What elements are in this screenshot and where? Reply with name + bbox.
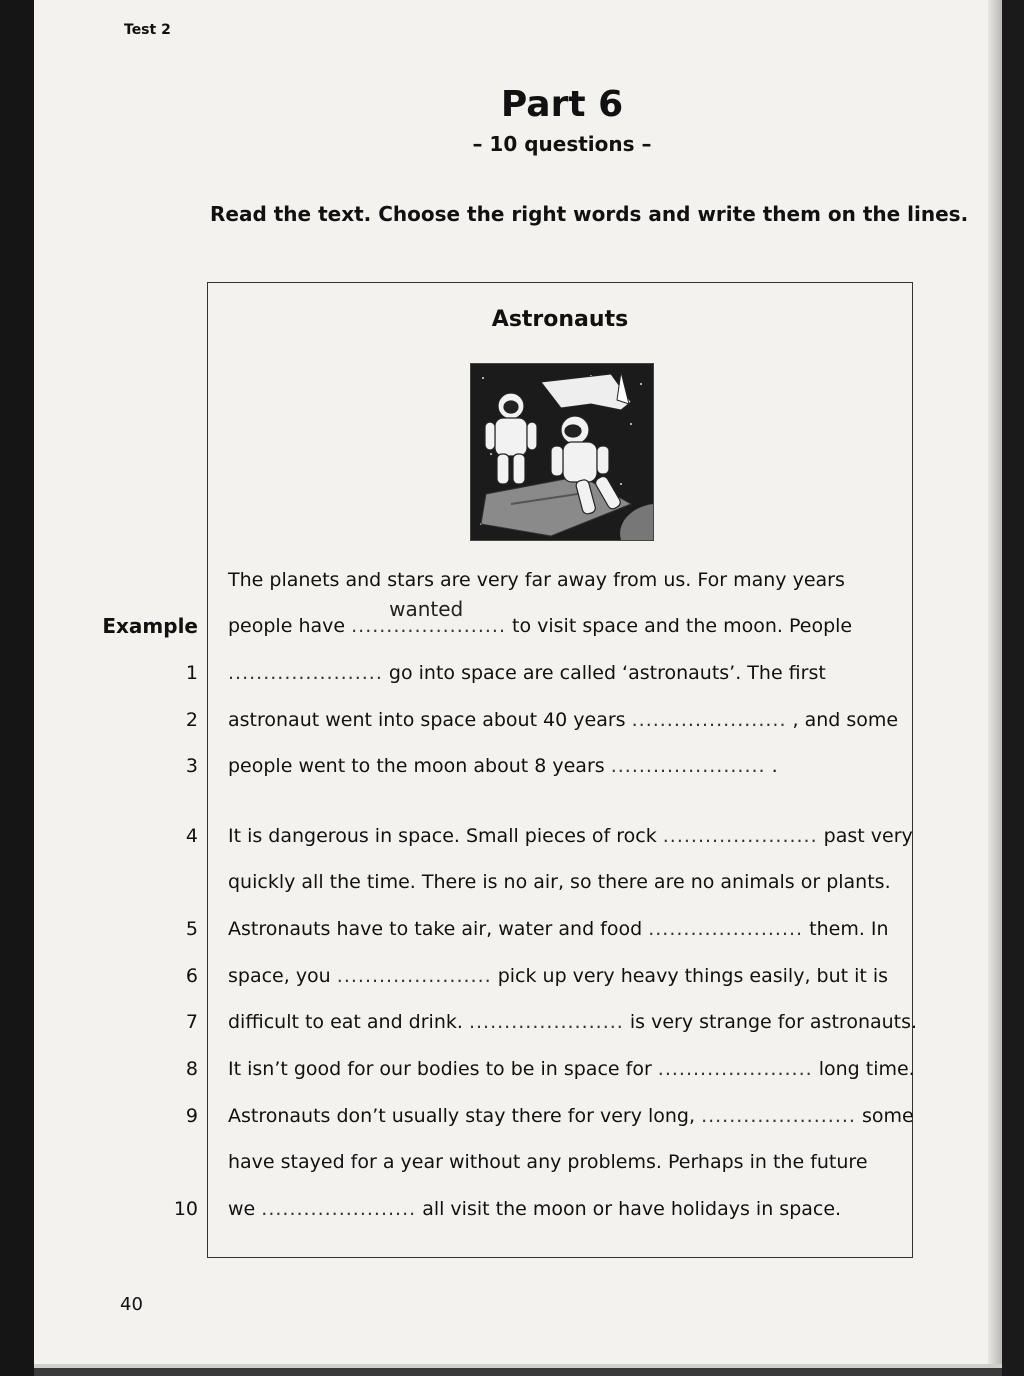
part-subtitle: – 10 questions – <box>472 132 652 156</box>
question-number-8: 8 <box>185 1058 198 1080</box>
story-line-5: Astronauts have to take air, water and food ...................... them. In <box>228 918 889 940</box>
page-curl-shade <box>988 0 1002 1376</box>
story-line-4: It is dangerous in space. Small pieces of rock ...................... past very <box>228 825 913 847</box>
story-box <box>207 282 918 1258</box>
question-number-9: 9 <box>185 1105 198 1127</box>
answer-blank-2[interactable]: ...................... <box>631 709 787 731</box>
story-line-10: we ...................... all visit the moon or have holidays in space. <box>228 1198 842 1220</box>
book-bottom-edge <box>34 1368 1002 1376</box>
story-line-9: Astronauts don’t usually stay there for very long, ...................... some <box>228 1105 914 1127</box>
story-line-9b: have stayed for a year without any problems. Perhaps in the future <box>228 1151 868 1173</box>
astronaut-illustration <box>470 363 654 541</box>
page-number: 40 <box>120 1294 143 1315</box>
story-line-7: difficult to eat and drink. ...................... is very strange for astronauts. <box>228 1011 918 1033</box>
story-line-8: It isn’t good for our bodies to be in space for ...................... long time. <box>228 1058 915 1080</box>
question-number-1: 1 <box>185 662 198 684</box>
story-line-example: people have ...................... wanted to visit space and the moon. People <box>228 597 853 637</box>
answer-blank-4[interactable]: ...................... <box>662 825 818 847</box>
book-spine-left <box>0 0 34 1376</box>
story-line-4b: quickly all the time. There is no air, so there are no animals or plants. <box>228 871 891 893</box>
story-line-3: people went to the moon about 8 years ...................... . <box>228 755 778 777</box>
part-title: Part 6 <box>500 84 624 125</box>
test-label: Test 2 <box>124 22 171 38</box>
question-number-6: 6 <box>185 965 198 987</box>
question-number-3: 3 <box>185 755 198 777</box>
question-number-7: 7 <box>185 1011 198 1033</box>
story-line-0: The planets and stars are very far away from us. For many years <box>228 569 845 591</box>
answer-blank-1[interactable]: ...................... <box>228 662 383 684</box>
story-line-2: astronaut went into space about 40 years ...................... , and some <box>228 709 899 731</box>
answer-blank-8[interactable]: ...................... <box>657 1058 813 1080</box>
question-number-2: 2 <box>185 709 198 731</box>
story-line-6: space, you ...................... pick up very heavy things easily, but it is <box>228 965 889 987</box>
question-number-4: 4 <box>185 825 198 847</box>
question-number-example: Example <box>102 614 198 638</box>
answer-blank-5[interactable]: ...................... <box>648 918 804 940</box>
story-line-1: ...................... go into space are called ‘astronauts’. The first <box>228 662 826 684</box>
answer-blank-3[interactable]: ...................... <box>610 755 766 777</box>
question-number-5: 5 <box>185 918 198 940</box>
question-number-10: 10 <box>173 1198 198 1220</box>
handwritten-answer: wanted <box>389 597 464 621</box>
answer-blank-10[interactable]: ...................... <box>261 1198 417 1220</box>
instruction-text: Read the text. Choose the right words and write them on the lines. <box>210 202 969 226</box>
answer-blank-6[interactable]: ...................... <box>336 965 492 987</box>
answer-blank-7[interactable]: ...................... <box>468 1011 624 1033</box>
story-title: Astronauts <box>491 307 629 332</box>
answer-blank-example[interactable]: ...................... <box>351 615 506 637</box>
answer-blank-9[interactable]: ...................... <box>701 1105 856 1127</box>
book-spine-right <box>1002 0 1024 1376</box>
